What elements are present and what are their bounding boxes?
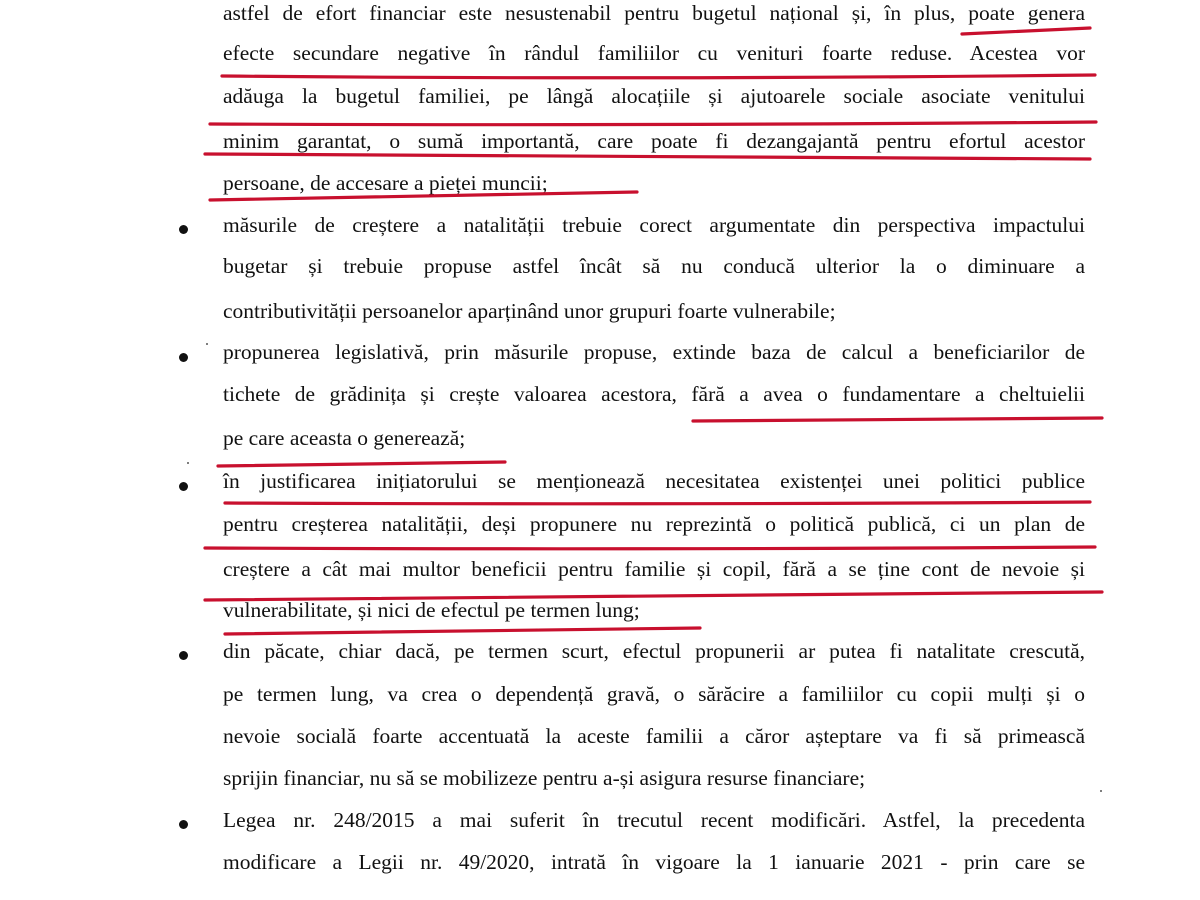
bullet-icon: [179, 482, 188, 491]
paragraph-line: pe termen lung, va crea o dependență gravă, o sărăcire a familiilor cu copii mulți și o: [223, 682, 1085, 706]
bullet-icon: [179, 225, 188, 234]
bullet-icon: [179, 820, 188, 829]
scan-speck: [1100, 790, 1102, 792]
paragraph-line: Legea nr. 248/2015 a mai suferit în trecutul recent modificări. Astfel, la precedenta: [223, 808, 1085, 832]
red-underline-stroke: [205, 547, 1095, 549]
paragraph-line: sprijin financiar, nu să se mobilizeze pentru a-și asigura resurse financiare;: [223, 766, 866, 790]
paragraph-line: pentru creșterea natalității, deși propunere nu reprezintă o politică publică, ci un plan de: [223, 512, 1085, 536]
paragraph-line: pe care aceasta o generează;: [223, 426, 466, 450]
bullet-icon: [179, 651, 188, 660]
red-underline-stroke: [962, 28, 1090, 34]
paragraph-line: astfel de efort financiar este nesustenabil pentru bugetul național și, în plus, poate genera: [223, 1, 1085, 25]
paragraph-line: persoane, de accesare a pieței muncii;: [223, 171, 548, 195]
paragraph-line: bugetar și trebuie propuse astfel încât să nu conducă ulterior la o diminuare a: [223, 254, 1085, 278]
bullet-icon: [179, 353, 188, 362]
paragraph-line: propunerea legislativă, prin măsurile propuse, extinde baza de calcul a beneficiarilor de: [223, 340, 1085, 364]
paragraph-line: măsurile de creștere a natalității trebuie corect argumentate din perspectiva impactului: [223, 213, 1085, 237]
red-underline-stroke: [210, 122, 1096, 125]
paragraph-line: contributivității persoanelor aparținând unor grupuri foarte vulnerabile;: [223, 299, 836, 323]
paragraph-line: modificare a Legii nr. 49/2020, intrată în vigoare la 1 ianuarie 2021 - prin care se: [223, 850, 1085, 874]
paragraph-line: tichete de grădinița și crește valoarea acestora, fără a avea o fundamentare a cheltuielii: [223, 382, 1085, 406]
red-underline-stroke: [225, 628, 700, 634]
red-underline-stroke: [222, 75, 1095, 78]
paragraph-line: în justificarea inițiatorului se menționează necesitatea existenței unei politici publice: [223, 469, 1085, 493]
scan-speck: [187, 462, 189, 464]
paragraph-line: din păcate, chiar dacă, pe termen scurt, efectul propunerii ar putea fi natalitate crescută,: [223, 639, 1085, 663]
red-underline-stroke: [225, 502, 1090, 504]
paragraph-line: creștere a cât mai multor beneficii pentru familie și copil, fără a se ține cont de nevoie și: [223, 557, 1085, 581]
paragraph-line: nevoie socială foarte accentuată la aceste familii a căror așteptare va fi să primească: [223, 724, 1085, 748]
scan-speck: [206, 343, 208, 345]
paragraph-line: minim garantat, o sumă importantă, care poate fi dezangajantă pentru efortul acestor: [223, 129, 1085, 153]
paragraph-line: efecte secundare negative în rândul familiilor cu venituri foarte reduse. Acestea vor: [223, 41, 1085, 65]
red-underline-stroke: [693, 418, 1102, 421]
paragraph-line: vulnerabilitate, și nici de efectul pe termen lung;: [223, 598, 640, 622]
paragraph-line: adăuga la bugetul familiei, pe lângă alocațiile și ajutoarele sociale asociate venitului: [223, 84, 1085, 108]
